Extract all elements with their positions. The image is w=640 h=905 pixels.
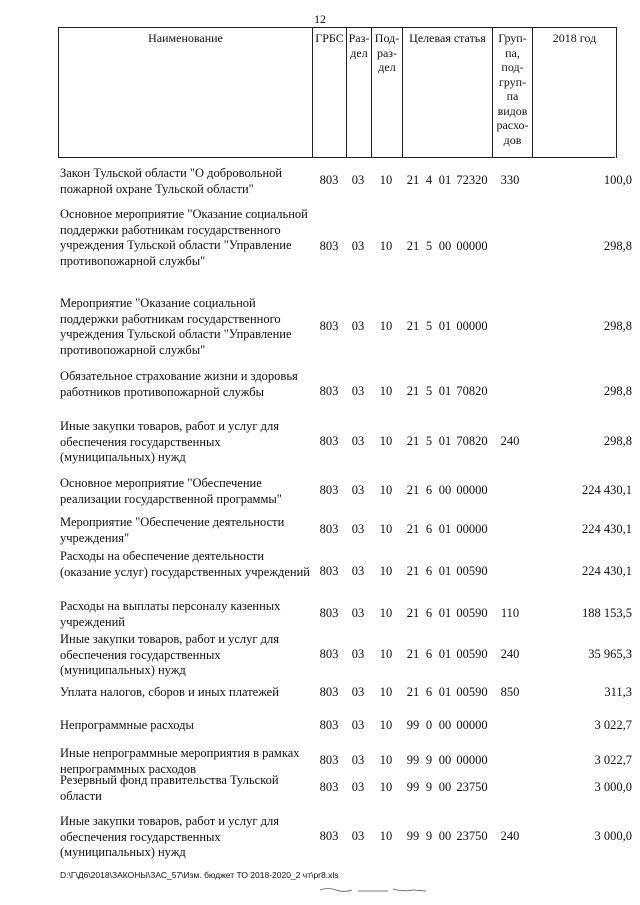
row-target-subprogram: 0 (425, 718, 433, 732)
row-target-direction: 00000 (456, 319, 488, 333)
row-target-subprogram: 9 (425, 780, 433, 794)
row-target-event: 01 (438, 319, 452, 333)
row-target-program: 21 (406, 606, 420, 620)
row-target-program: 21 (406, 564, 420, 578)
row-grbs: 803 (319, 780, 339, 794)
row-target-subprogram: 9 (425, 753, 433, 767)
row-target-program: 21 (406, 434, 420, 448)
row-name: Мероприятие "Обеспечение деятельности учреждения" (60, 515, 285, 545)
row-target-direction: 00000 (456, 753, 488, 767)
row-amount-2018: 100,0 (603, 173, 632, 187)
row-target-event: 01 (438, 173, 452, 187)
row-grbs: 803 (319, 239, 339, 253)
file-path-footer: D:\Г\Д6\2018\ЗАКОНЫ\ЗАС_57\Изм. бюджет ТО 2018-2020_2 чт\pr8.xls (60, 870, 339, 880)
row-target-direction: 00590 (456, 647, 488, 661)
row-target-subprogram: 5 (425, 434, 433, 448)
row-name: Резервный фонд правительства Тульской области (60, 773, 279, 803)
row-target-event: 00 (438, 829, 452, 843)
row-podrazdel: 10 (379, 483, 393, 497)
row-amount-2018: 298,8 (603, 239, 632, 253)
row-razdel: 03 (351, 239, 365, 253)
row-razdel: 03 (351, 647, 365, 661)
row-grbs: 803 (319, 434, 339, 448)
row-target-subprogram: 4 (425, 173, 433, 187)
row-amount-2018: 298,8 (603, 319, 632, 333)
row-name: Обязательное страхование жизни и здоровья работников противопожарной службы (60, 369, 298, 399)
row-name: Уплата налогов, сборов и иных платежей (60, 685, 279, 699)
row-podrazdel: 10 (379, 564, 393, 578)
row-name: Иные закупки товаров, работ и услуг для обеспечения государственных (муниципальных) нужд (60, 419, 280, 464)
row-podrazdel: 10 (379, 753, 393, 767)
row-name: Непрограммные расходы (60, 718, 194, 732)
row-grbs: 803 (319, 522, 339, 536)
row-name: Закон Тульской области "О добровольной пожарной охране Тульской области" (60, 166, 283, 196)
row-amount-2018: 224 430,1 (582, 483, 632, 497)
row-name: Иные закупки товаров, работ и услуг для обеспечения государственных (муниципальных) нужд (60, 632, 280, 677)
row-grbs: 803 (319, 384, 339, 398)
row-razdel: 03 (351, 564, 365, 578)
row-target-program: 99 (406, 718, 420, 732)
row-expense-group: 110 (500, 606, 520, 620)
header-podrazdel: Под- раз- дел (372, 28, 403, 158)
row-name: Основное мероприятие "Оказание социальной поддержки работникам государственного учреждения Тульской области "Управление противопожарной службы" (60, 207, 308, 268)
row-target-direction: 00000 (456, 522, 488, 536)
row-target-program: 21 (406, 685, 420, 699)
row-target-program: 21 (406, 173, 420, 187)
row-name: Мероприятие "Оказание социальной поддержки работникам государственного учреждения Тульской области "Управление противопожарной службы" (60, 296, 292, 357)
header-bottom-rule (58, 157, 615, 158)
row-razdel: 03 (351, 173, 365, 187)
row-grbs: 803 (319, 685, 339, 699)
row-razdel: 03 (351, 685, 365, 699)
row-grbs: 803 (319, 753, 339, 767)
row-amount-2018: 3 000,0 (594, 829, 632, 843)
row-amount-2018: 224 430,1 (582, 522, 632, 536)
row-podrazdel: 10 (379, 434, 393, 448)
table-header (58, 27, 617, 158)
row-podrazdel: 10 (379, 522, 393, 536)
row-target-direction: 00000 (456, 483, 488, 497)
row-target-subprogram: 6 (425, 564, 433, 578)
row-razdel: 03 (351, 829, 365, 843)
row-amount-2018: 3 022,7 (594, 753, 632, 767)
row-grbs: 803 (319, 173, 339, 187)
row-target-program: 21 (406, 384, 420, 398)
row-target-direction: 00590 (456, 685, 488, 699)
row-razdel: 03 (351, 483, 365, 497)
row-amount-2018: 298,8 (603, 434, 632, 448)
row-grbs: 803 (319, 319, 339, 333)
row-target-subprogram: 9 (425, 829, 433, 843)
row-target-event: 01 (438, 522, 452, 536)
row-razdel: 03 (351, 384, 365, 398)
row-podrazdel: 10 (379, 384, 393, 398)
row-name: Иные непрограммные мероприятия в рамках непрограммных расходов (60, 746, 300, 776)
row-target-direction: 00590 (456, 564, 488, 578)
row-target-program: 21 (406, 522, 420, 536)
row-podrazdel: 10 (379, 647, 393, 661)
row-razdel: 03 (351, 753, 365, 767)
row-target-direction: 00000 (456, 239, 488, 253)
row-podrazdel: 10 (379, 319, 393, 333)
row-podrazdel: 10 (379, 173, 393, 187)
header-year: 2018 год (552, 31, 597, 45)
row-name: Расходы на обеспечение деятельности (оказание услуг) государственных учреждений (60, 549, 310, 579)
row-target-direction: 72320 (456, 173, 488, 187)
row-target-subprogram: 5 (425, 319, 433, 333)
row-grbs: 803 (319, 564, 339, 578)
row-target-event: 00 (438, 780, 452, 794)
row-target-program: 99 (406, 780, 420, 794)
header-name: Наименование (59, 28, 313, 158)
row-target-subprogram: 6 (425, 647, 433, 661)
row-podrazdel: 10 (379, 829, 393, 843)
row-target-event: 00 (438, 753, 452, 767)
header-gruppa: Груп- па, под- груп- па видов расхо- дов (493, 28, 533, 158)
row-expense-group: 240 (500, 647, 520, 661)
row-target-direction: 23750 (456, 780, 488, 794)
row-name: Расходы на выплаты персоналу казенных учреждений (60, 599, 281, 629)
row-target-event: 00 (438, 239, 452, 253)
row-podrazdel: 10 (379, 685, 393, 699)
row-target-event: 01 (438, 606, 452, 620)
row-target-event: 01 (438, 384, 452, 398)
row-podrazdel: 10 (379, 606, 393, 620)
row-grbs: 803 (319, 483, 339, 497)
row-razdel: 03 (351, 522, 365, 536)
row-expense-group: 240 (500, 434, 520, 448)
row-amount-2018: 311,3 (604, 685, 632, 699)
row-razdel: 03 (351, 780, 365, 794)
scribble-mark (318, 885, 428, 893)
row-target-program: 21 (406, 483, 420, 497)
row-razdel: 03 (351, 718, 365, 732)
row-target-subprogram: 6 (425, 606, 433, 620)
header-grbs: ГРБС (313, 28, 347, 158)
row-razdel: 03 (351, 319, 365, 333)
row-podrazdel: 10 (379, 718, 393, 732)
row-name: Основное мероприятие "Обеспечение реализации государственной программы" (60, 476, 282, 506)
row-expense-group: 240 (500, 829, 520, 843)
row-target-program: 99 (406, 829, 420, 843)
row-podrazdel: 10 (379, 780, 393, 794)
row-amount-2018: 3 022,7 (594, 718, 632, 732)
row-razdel: 03 (351, 606, 365, 620)
row-target-event: 01 (438, 434, 452, 448)
row-expense-group: 330 (500, 173, 520, 187)
row-target-event: 01 (438, 685, 452, 699)
row-target-direction: 70820 (456, 384, 488, 398)
row-grbs: 803 (319, 647, 339, 661)
row-target-direction: 70820 (456, 434, 488, 448)
row-target-event: 00 (438, 718, 452, 732)
row-target-subprogram: 6 (425, 685, 433, 699)
row-target-program: 21 (406, 319, 420, 333)
row-target-event: 01 (438, 564, 452, 578)
row-razdel: 03 (351, 434, 365, 448)
row-name: Иные закупки товаров, работ и услуг для обеспечения государственных (муниципальных) нужд (60, 814, 280, 859)
row-target-direction: 23750 (456, 829, 488, 843)
row-amount-2018: 188 153,5 (582, 606, 632, 620)
header-razdel: Раз- дел (347, 28, 372, 158)
row-amount-2018: 35 965,3 (588, 647, 632, 661)
row-grbs: 803 (319, 718, 339, 732)
row-target-subprogram: 5 (425, 384, 433, 398)
row-target-event: 00 (438, 483, 452, 497)
header-celevaya: Целевая статья (403, 28, 493, 158)
row-grbs: 803 (319, 606, 339, 620)
page-number: 12 (314, 12, 326, 26)
row-target-direction: 00590 (456, 606, 488, 620)
row-amount-2018: 224 430,1 (582, 564, 632, 578)
row-target-subprogram: 6 (425, 483, 433, 497)
row-amount-2018: 3 000,0 (594, 780, 632, 794)
row-podrazdel: 10 (379, 239, 393, 253)
row-target-program: 99 (406, 753, 420, 767)
row-target-subprogram: 6 (425, 522, 433, 536)
row-target-program: 21 (406, 647, 420, 661)
row-target-subprogram: 5 (425, 239, 433, 253)
row-grbs: 803 (319, 829, 339, 843)
row-amount-2018: 298,8 (603, 384, 632, 398)
row-expense-group: 850 (500, 685, 520, 699)
row-target-direction: 00000 (456, 718, 488, 732)
row-target-event: 01 (438, 647, 452, 661)
row-target-program: 21 (406, 239, 420, 253)
